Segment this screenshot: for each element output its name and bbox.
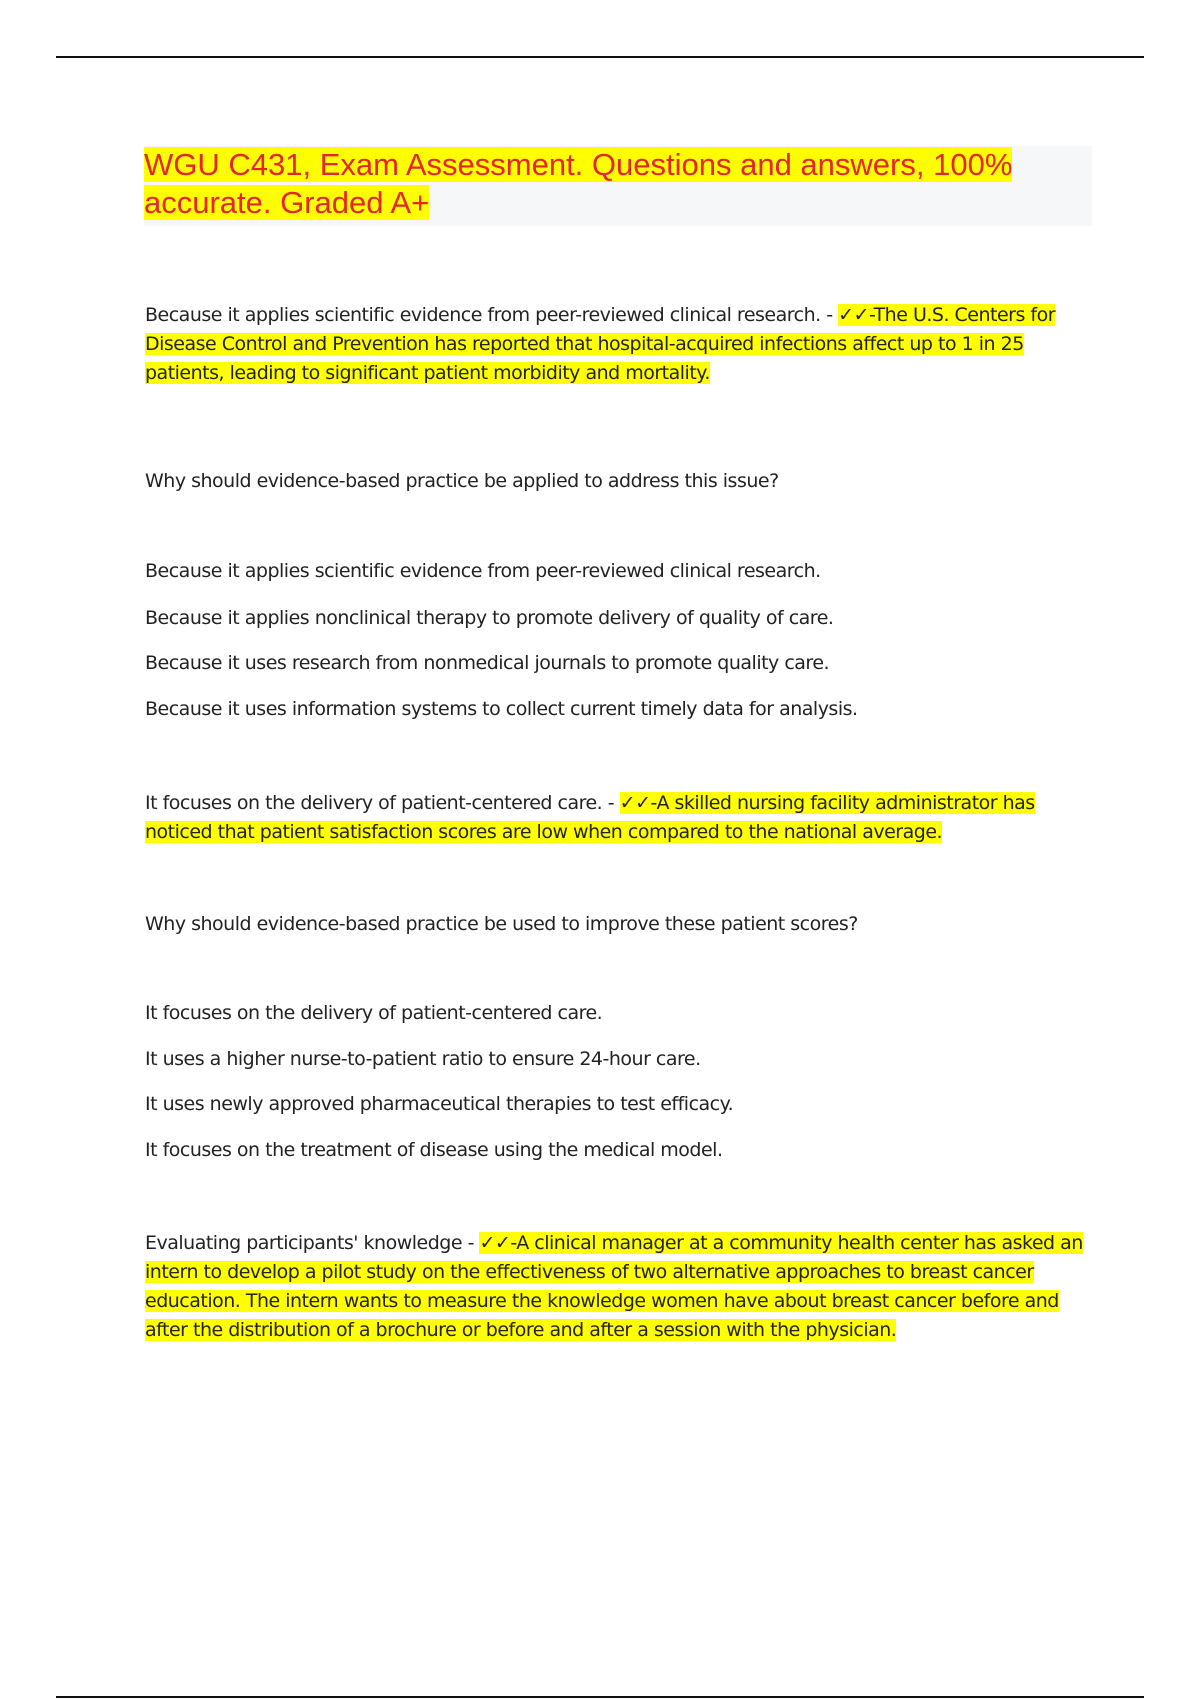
question-2-scenario: ✓✓-A skilled nursing facility administrator has noticed that patient satisfaction scores are low when compared to the national average. — [145, 792, 1035, 843]
question-2-prompt: Why should evidence-based practice be used to improve these patient scores? — [145, 913, 858, 935]
question-3-answer-line — [145, 1229, 1085, 1345]
question-3-scenario: ✓✓-A clinical manager at a community health center has asked an intern to develop a pilot study on the effectiveness of two alternative approaches to breast cancer education. The intern wants to measure the knowledge women have about breast cancer before and after the distribution of a brochure or before and after a session with the physician. — [145, 1232, 1083, 1341]
question-1-prompt: Why should evidence-based practice be applied to address this issue? — [145, 470, 779, 492]
question-2-separator: - — [602, 792, 620, 814]
question-3-separator: - — [462, 1232, 480, 1254]
question-2-answer-line — [145, 789, 1085, 847]
question-1-answer: Because it applies scientific evidence from peer-reviewed clinical research. — [145, 304, 821, 326]
check-icon: ✓✓ — [838, 304, 869, 326]
check-icon: ✓✓ — [479, 1232, 511, 1254]
question-1-answer-line — [145, 301, 1085, 388]
title-block — [144, 146, 1092, 226]
header-rule — [56, 56, 1144, 58]
question-1-option: Because it applies nonclinical therapy to promote delivery of quality of care. — [145, 607, 834, 629]
question-1-separator: - — [820, 304, 839, 326]
question-2-option: It focuses on the treatment of disease using the medical model. — [145, 1139, 723, 1161]
question-1-option: Because it uses information systems to collect current timely data for analysis. — [145, 698, 858, 720]
question-1-option: Because it applies scientific evidence from peer-reviewed clinical research. — [145, 560, 821, 582]
footer-rule — [56, 1696, 1144, 1698]
question-1-scenario: ✓✓-The U.S. Centers for Disease Control and Prevention has reported that hospital-acquired infections affect up to 1 in 25 patients, leading to significant patient morbidity and mortality. — [145, 304, 1056, 384]
document-title: WGU C431, Exam Assessment. Questions and answers, 100% accurate. Graded A+ — [144, 147, 1013, 220]
question-1-option: Because it uses research from nonmedical journals to promote quality care. — [145, 652, 830, 674]
question-2-option: It uses a higher nurse-to-patient ratio to ensure 24-hour care. — [145, 1048, 701, 1070]
question-3-answer: Evaluating participants' knowledge — [145, 1232, 463, 1254]
check-icon: ✓✓ — [619, 792, 651, 814]
question-2-answer: It focuses on the delivery of patient-centered care. — [145, 792, 603, 814]
question-2-option: It uses newly approved pharmaceutical therapies to test efficacy. — [145, 1093, 734, 1115]
question-2-option: It focuses on the delivery of patient-centered care. — [145, 1002, 603, 1024]
